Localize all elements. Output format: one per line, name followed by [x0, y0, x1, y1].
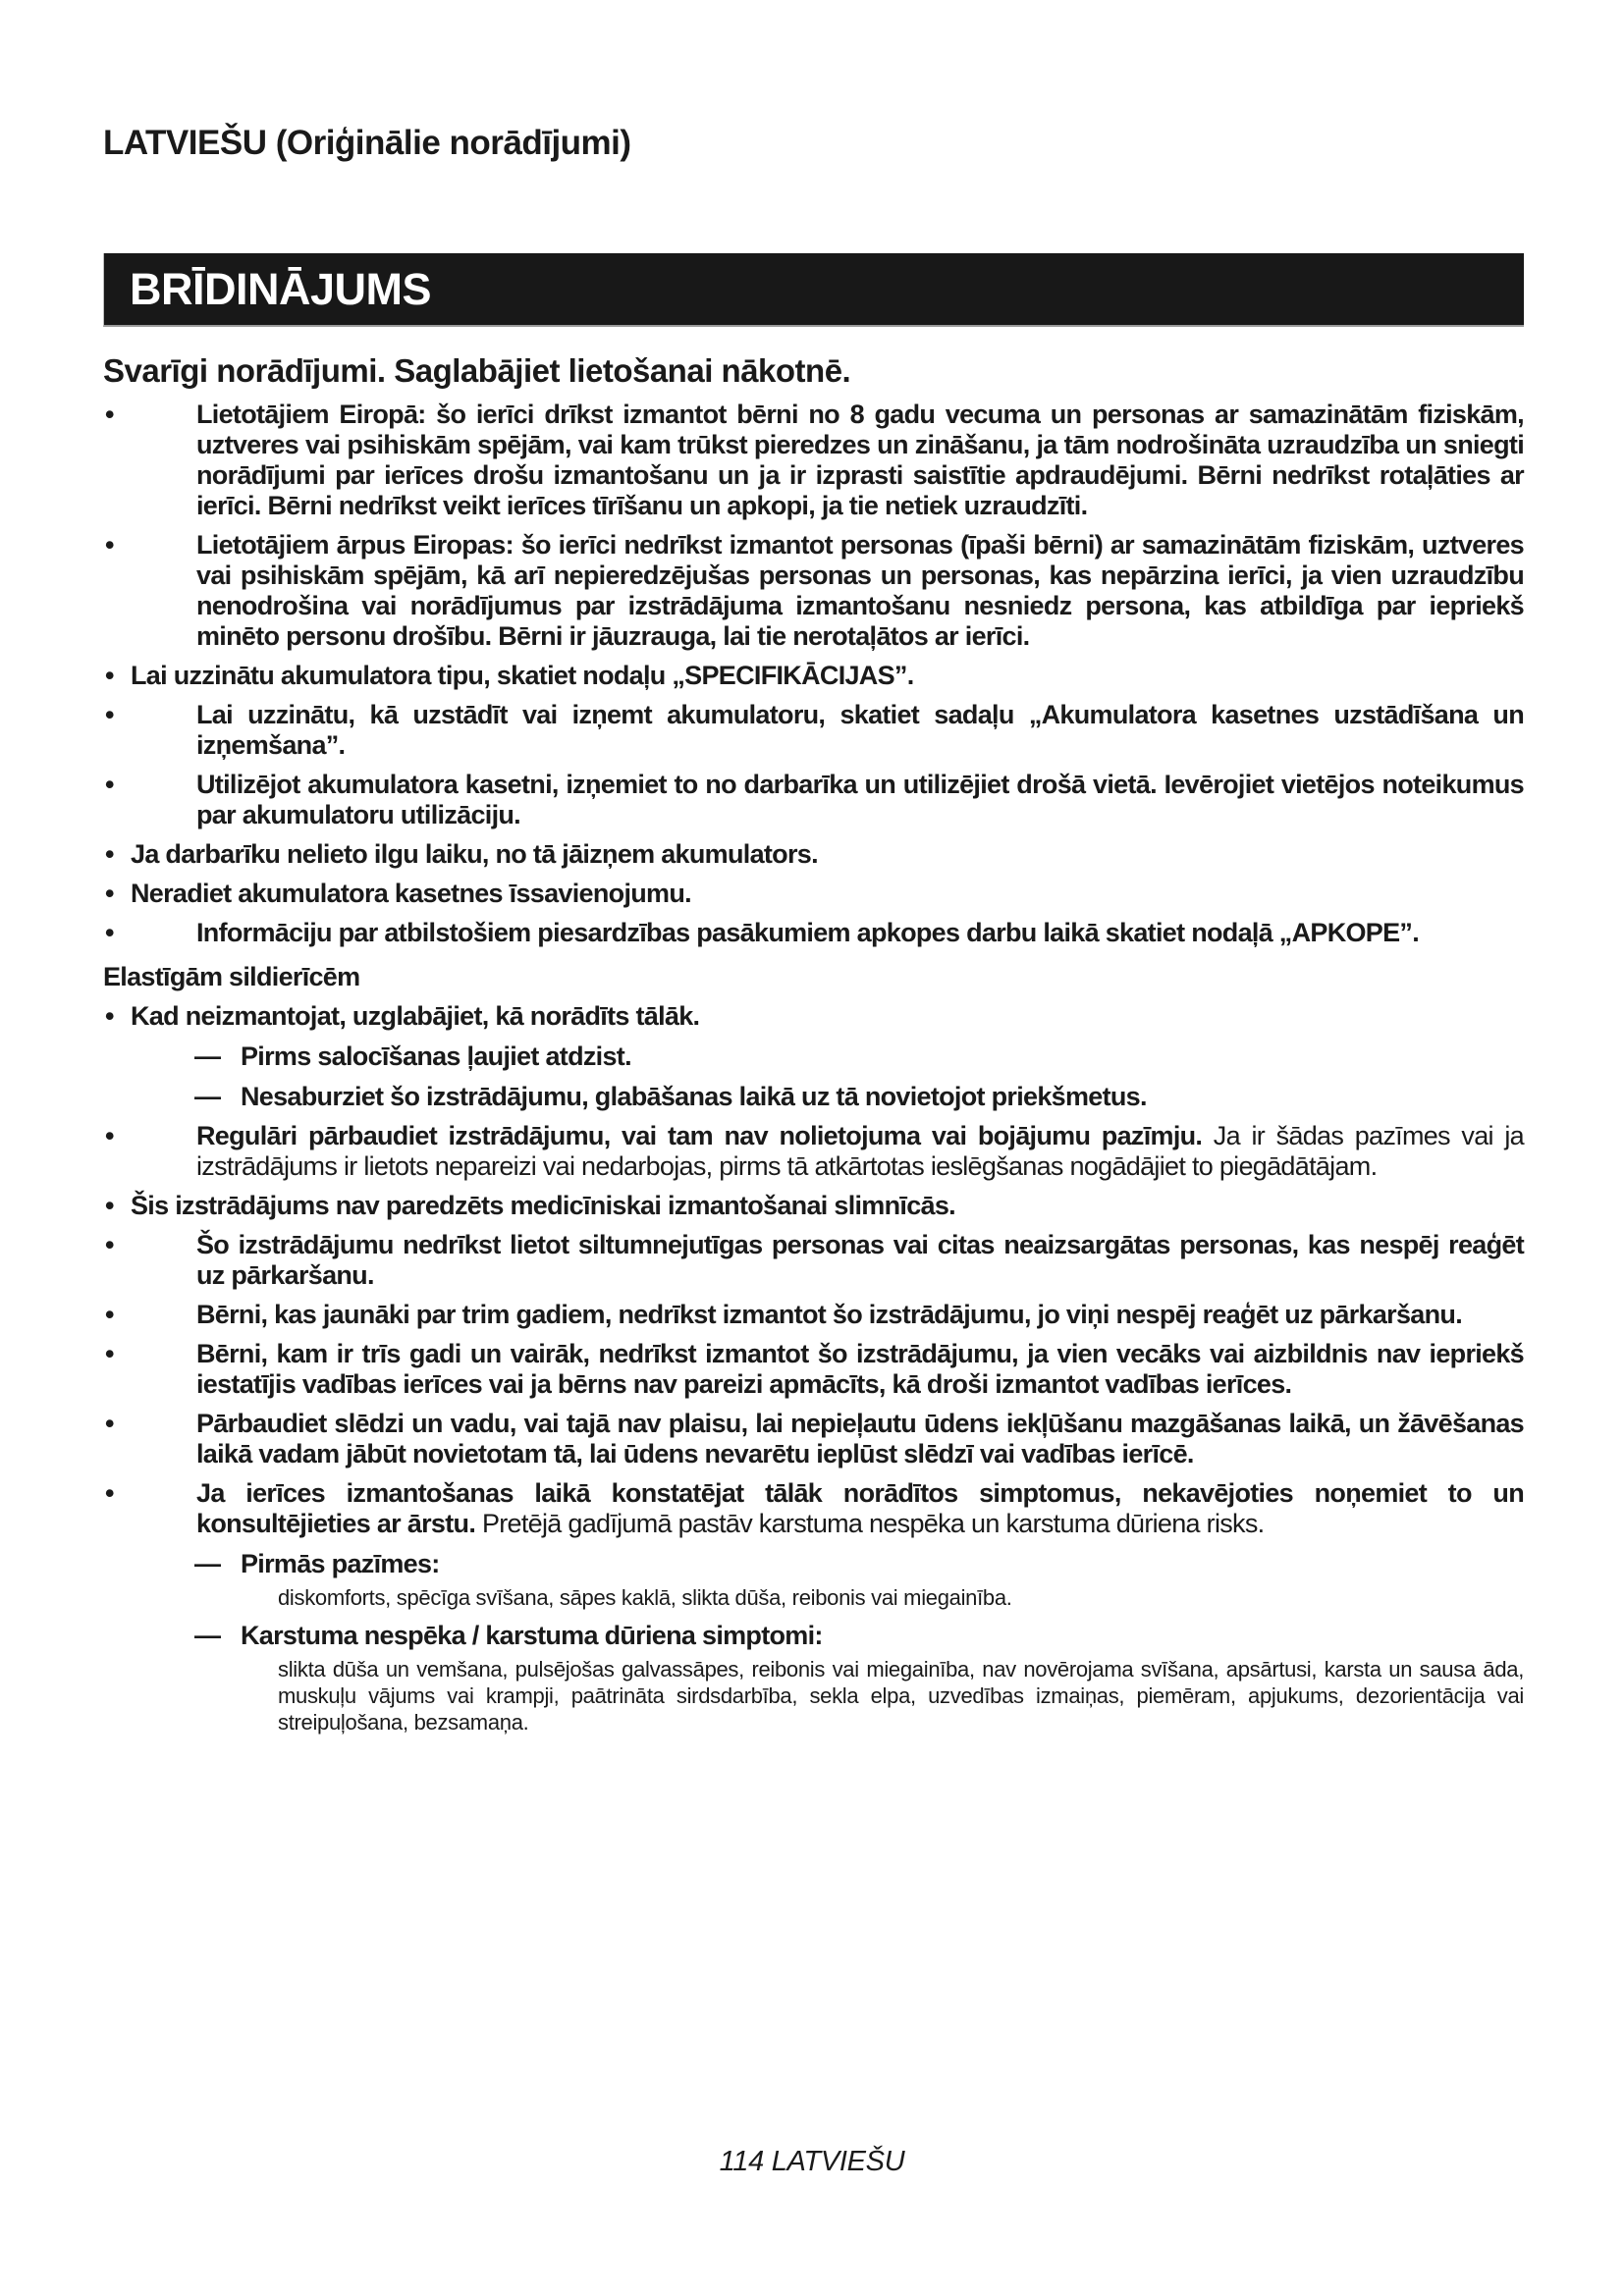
- bullet-icon: •: [105, 1300, 114, 1329]
- dash-icon: —: [194, 1549, 221, 1578]
- warning-list-item: [103, 1191, 1524, 1221]
- warning-sub-item: [103, 1041, 1524, 1072]
- flexible-heater-subheading: Elastīgām sildierīcēm: [103, 962, 360, 991]
- bullet-icon: •: [105, 918, 114, 947]
- bullet-icon: •: [105, 1001, 114, 1031]
- warning-list-item: [103, 839, 1524, 870]
- sub-item-text: Pirms salocīšanas ļaujiet atdzist.: [241, 1041, 631, 1071]
- bullet-icon: •: [105, 530, 114, 560]
- warning-list-item: [103, 700, 1524, 761]
- warning-text-bold: Utilizējot akumulatora kasetni, izņemiet to no darbarīka un utilizējiet drošā vietā. Ievērojiet vietējos noteikumus par akumulatoru utilizāciju.: [196, 770, 1524, 829]
- warning-list-item: [103, 770, 1524, 830]
- bullet-icon: •: [105, 1339, 114, 1368]
- warning-text-bold: Bērni, kas jaunāki par trim gadiem, nedrīkst izmantot šo izstrādājumu, jo viņi nespēj reaģēt uz pārkaršanu.: [196, 1300, 1462, 1329]
- warning-text-bold: Lietotājiem Eiropā: šo ierīci drīkst izmantot bērni no 8 gadu vecuma un personas ar samazinātām fiziskām, uztveres vai psihiskām spējām, vai kam trūkst pieredzes un zināšanu, ja tām nodrošināta uzraudzība un sniegti norādījumi par ierīces drošu izmantošanu un ja ir izprasti saistītie apdraudējumi. Bērni nedrīkst rotaļāties ar ierīci. Bērni nedrīkst veikt ierīces tīrīšanu un apkopi, ja tie netiek uzraudzīti.: [196, 400, 1524, 520]
- warning-text-bold: Šis izstrādājums nav paredzēts medicīniskai izmantošanai slimnīcās.: [131, 1191, 955, 1220]
- sub-item-text: Karstuma nespēka / karstuma dūriena simptomi:: [241, 1621, 823, 1650]
- warning-text-bold: Kad neizmantojat, uzglabājiet, kā norādīts tālāk.: [131, 1001, 700, 1031]
- warning-banner-label: BRĪDINĀJUMS: [130, 263, 432, 314]
- warning-list-item: [103, 918, 1524, 948]
- bullet-icon: •: [105, 661, 114, 690]
- bullet-icon: •: [105, 1121, 114, 1150]
- language-header: LATVIEŠU (Oriģinālie norādījumi): [103, 124, 631, 162]
- warning-banner: [103, 253, 1524, 327]
- warning-text-bold: Pārbaudiet slēdzi un vadu, vai tajā nav plaisu, lai nepieļautu ūdens iekļūšanu mazgāšanas laikā, un žāvēšanas laikā vadam jābūt novietotam tā, lai ūdens nevarētu ieplūst slēdzī vai vadības ierīcē.: [196, 1409, 1524, 1468]
- warning-list-item: [103, 1230, 1524, 1291]
- bullet-icon: •: [105, 770, 114, 799]
- warning-text-bold: Bērni, kam ir trīs gadi un vairāk, nedrīkst izmantot šo izstrādājumu, ja vien vecāks vai aizbildnis nav iepriekš iestatījis vadības ierīces vai ja bērns nav pareizi apmācīts, kā droši izmantot vadības ierīces.: [196, 1339, 1524, 1399]
- warning-list-item: [103, 879, 1524, 909]
- warning-instructions-list: [103, 400, 1524, 1735]
- warning-text-bold: Informāciju par atbilstošiem piesardzības pasākumiem apkopes darbu laikā skatiet nodaļā „APKOPE”.: [196, 918, 1420, 947]
- warning-text-regular: Ja ir šādas pazīmes vai ja izstrādājums ir lietots nepareizi vai nedarbojas, pirms tā atkārtotas ieslēgšanas nogādājiet to piegādātājam.: [196, 1121, 1524, 1181]
- warning-text-bold: Ja darbarīku nelieto ilgu laiku, no tā jāizņem akumulators.: [131, 839, 818, 869]
- bullet-icon: •: [105, 1230, 114, 1259]
- sub-item-text: Nesaburziet šo izstrādājumu, glabāšanas laikā uz tā novietojot priekšmetus.: [241, 1082, 1147, 1111]
- warning-text-regular: Pretējā gadījumā pastāv karstuma nespēka un karstuma dūriena risks.: [481, 1509, 1265, 1538]
- warning-text-bold: Ja ierīces izmantošanas laikā konstatējat tālāk norādītos simptomus, nekavējoties noņemiet to un konsultējieties ar ārstu.: [196, 1478, 1524, 1538]
- symptom-note-text: diskomforts, spēcīga svīšana, sāpes kaklā, slikta dūša, reibonis vai miegainība.: [278, 1585, 1012, 1610]
- bullet-icon: •: [105, 1191, 114, 1220]
- warning-list-item: [103, 1409, 1524, 1469]
- section-heading: Svarīgi norādījumi. Saglabājiet lietošanai nākotnē.: [103, 352, 851, 389]
- warning-list-item: [103, 1339, 1524, 1400]
- sub-item-text: Pirmās pazīmes:: [241, 1549, 440, 1578]
- bullet-icon: •: [105, 400, 114, 429]
- dash-icon: —: [194, 1621, 221, 1650]
- symptom-note-text: slikta dūša un vemšana, pulsējošas galvassāpes, reibonis vai miegainība, nav novērojama svīšana, apsārtusi, karsta un sausa āda, muskuļu vājums vai krampji, paātrināta sirdsdarbība, sekla elpa, uzvedības izmaiņas, piemēram, apjukums, dezorientācija vai streipuļošana, bezsamaņa.: [278, 1657, 1524, 1735]
- warning-sub-item: [103, 1549, 1524, 1579]
- bullet-icon: •: [105, 1409, 114, 1438]
- warning-list-item: [103, 661, 1524, 691]
- warning-list-item: [103, 1300, 1524, 1330]
- warning-text-bold: Neradiet akumulatora kasetnes īssavienojumu.: [131, 879, 691, 908]
- warning-text-bold: Lietotājiem ārpus Eiropas: šo ierīci nedrīkst izmantot personas (īpaši bērni) ar samazinātām fiziskām, uztveres vai psihiskām spējām, kā arī nepieredzējušas personas un personas, kas nepārzina ierīci, ja vien uzraudzību nenodrošina vai norādījumus par izstrādājuma izmantošanu nesniedz persona, kas atbildīga par iepriekš minēto personu drošību. Bērni ir jāuzrauga, lai tie nerotaļātos ar ierīci.: [196, 530, 1524, 651]
- dash-icon: —: [194, 1082, 221, 1111]
- warning-text-bold: Šo izstrādājumu nedrīkst lietot siltumnejutīgas personas vai citas neaizsargātas personas, kas nespēj reaģēt uz pārkaršanu.: [196, 1230, 1524, 1290]
- bullet-icon: •: [105, 879, 114, 908]
- bullet-icon: •: [105, 700, 114, 729]
- warning-text-bold: Lai uzzinātu, kā uzstādīt vai izņemt akumulatoru, skatiet sadaļu „Akumulatora kasetnes uzstādīšana un izņemšana”.: [196, 700, 1524, 760]
- dash-icon: —: [194, 1041, 221, 1071]
- bullet-icon: •: [105, 1478, 114, 1508]
- warning-list-item: [103, 1001, 1524, 1032]
- warning-text-bold: Regulāri pārbaudiet izstrādājumu, vai tam nav nolietojuma vai bojājumu pazīmju.: [196, 1121, 1203, 1150]
- warning-sub-item: [103, 1621, 1524, 1651]
- bullet-icon: •: [105, 839, 114, 869]
- warning-list-item: [103, 530, 1524, 652]
- page-number-footer: 114 LATVIEŠU: [719, 2146, 905, 2177]
- warning-sub-item: [103, 1082, 1524, 1112]
- warning-list-item: [103, 1478, 1524, 1539]
- warning-list-item: [103, 1121, 1524, 1182]
- warning-text-bold: Lai uzzinātu akumulatora tipu, skatiet nodaļu „SPECIFIKĀCIJAS”.: [131, 661, 914, 690]
- warning-list-item: [103, 400, 1524, 521]
